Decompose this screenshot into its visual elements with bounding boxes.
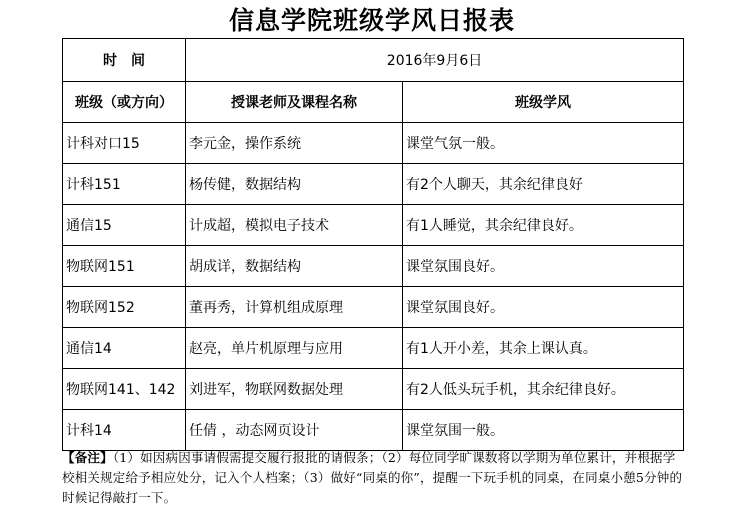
class-cell: 物联网152: [63, 287, 186, 328]
header-class: 班级（或方向）: [63, 82, 186, 123]
header-row: [63, 82, 684, 123]
class-style-cell: 课堂气氛一般。: [403, 123, 684, 164]
report-date: 2016年9月6日: [186, 39, 684, 82]
table-row: [63, 328, 684, 369]
teacher-course-cell: 胡成详，数据结构: [186, 246, 403, 287]
remarks-label: 【备注】: [62, 450, 113, 465]
class-cell: 计科14: [63, 410, 186, 451]
header-class-style: 班级学风: [403, 82, 684, 123]
table-row: [63, 164, 684, 205]
class-style-cell: 有2个人聊天，其余纪律良好: [403, 164, 684, 205]
class-cell: 通信14: [63, 328, 186, 369]
class-style-cell: 有1人开小差，其余上课认真。: [403, 328, 684, 369]
teacher-course-cell: 杨传健，数据结构: [186, 164, 403, 205]
report-title: 信息学院班级学风日报表: [228, 6, 515, 35]
class-cell: 计科对口15: [63, 123, 186, 164]
time-label: 时 间: [63, 39, 186, 82]
teacher-course-cell: 计成超，模拟电子技术: [186, 205, 403, 246]
table-row: [63, 410, 684, 451]
class-cell: 物联网141、142: [63, 369, 186, 410]
teacher-course-cell: 董再秀，计算机组成原理: [186, 287, 403, 328]
table-row: [63, 369, 684, 410]
class-style-cell: 课堂氛围良好。: [403, 287, 684, 328]
teacher-course-cell: 赵亮，单片机原理与应用: [186, 328, 403, 369]
class-cell: 通信15: [63, 205, 186, 246]
class-style-cell: 有1人睡觉，其余纪律良好。: [403, 205, 684, 246]
date-row: [63, 39, 684, 82]
class-style-cell: 有2人低头玩手机，其余纪律良好。: [403, 369, 684, 410]
class-cell: 物联网151: [63, 246, 186, 287]
table-row: [63, 287, 684, 328]
remarks: [62, 448, 688, 508]
teacher-course-cell: 李元金，操作系统: [186, 123, 403, 164]
teacher-course-cell: 任倩 ，动态网页设计: [186, 410, 403, 451]
class-style-cell: 课堂氛围一般。: [403, 410, 684, 451]
teacher-course-cell: 刘进军，物联网数据处理: [186, 369, 403, 410]
table-row: [63, 123, 684, 164]
table-row: [63, 246, 684, 287]
remarks-text: （1）如因病因事请假需提交履行报批的请假条；（2）每位同学旷课数将以学期为单位累计，并根据学校相关规定给予相应处分，记入个人档案；（3）做好“同桌的你”，提醒一下玩手机的同桌，在同桌小憩5分钟的时候记得敲打一下。: [62, 450, 683, 505]
class-style-cell: 课堂氛围良好。: [403, 246, 684, 287]
header-teacher-course: 授课老师及课程名称: [186, 82, 403, 123]
class-cell: 计科151: [63, 164, 186, 205]
table-row: [63, 205, 684, 246]
report-table: [62, 38, 684, 451]
